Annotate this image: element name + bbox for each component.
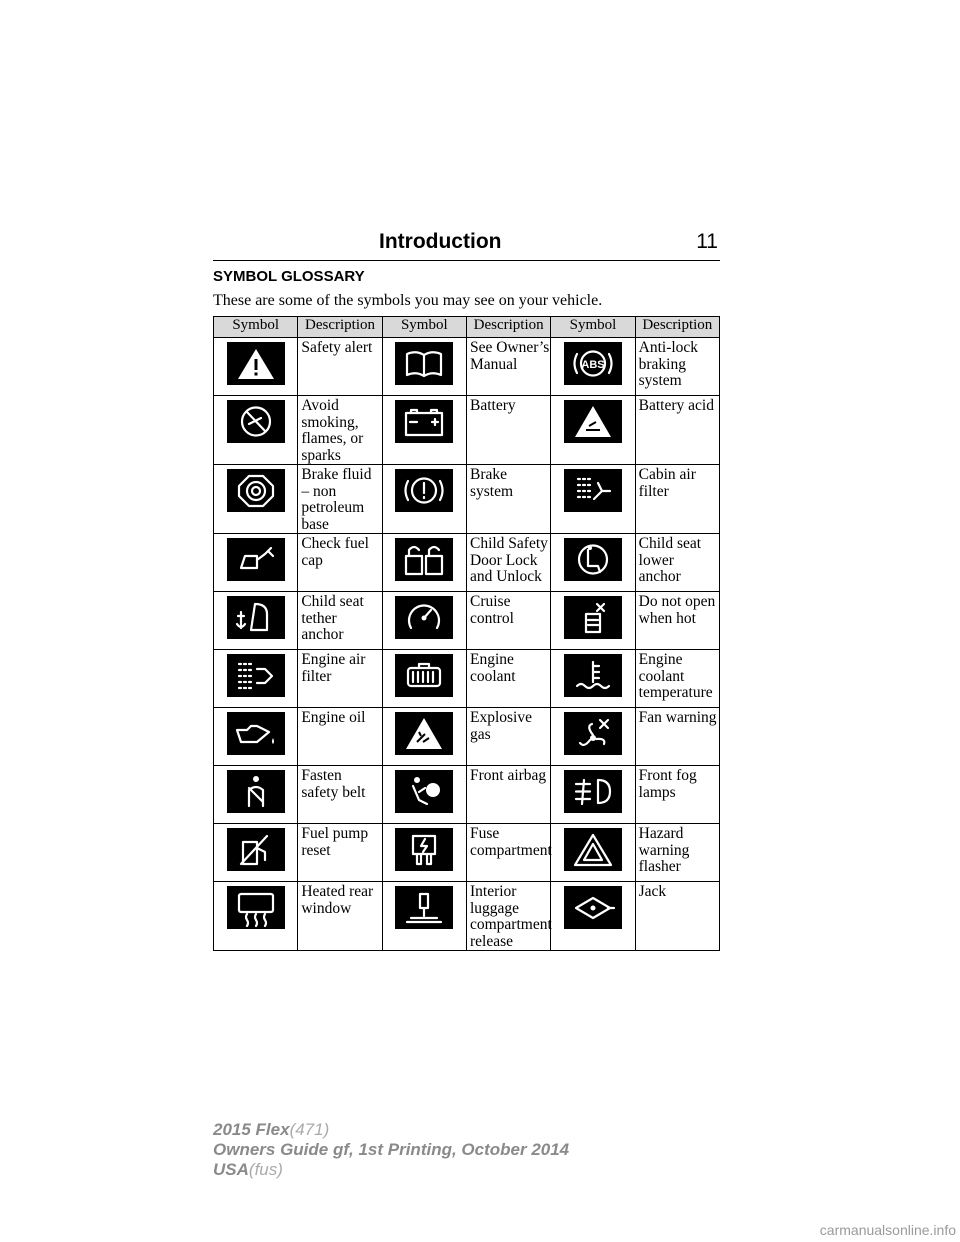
child-tether-icon: [227, 596, 285, 639]
child-seat-anchor-icon: [564, 538, 622, 581]
child-lock-icon: [395, 538, 453, 581]
battery-acid-icon: [564, 400, 622, 443]
table-row: [214, 882, 720, 951]
symbol-cell: [551, 338, 635, 396]
fuse-icon: [395, 828, 453, 871]
fuel-pump-reset-icon: [227, 828, 285, 871]
table-row: [214, 465, 720, 534]
trunk-release-icon: [395, 886, 453, 929]
print-footer: [213, 1120, 569, 1180]
symbol-cell: [382, 824, 466, 882]
description-cell: Avoid smoking, flames, or sparks: [298, 396, 382, 465]
description-cell: Fuse compartment: [466, 824, 550, 882]
engine-oil-icon: [227, 712, 285, 755]
symbol-cell: [382, 650, 466, 708]
description-cell: Brake fluid – non petroleum base: [298, 465, 382, 534]
table-row: [214, 824, 720, 882]
column-header: Symbol: [382, 317, 466, 338]
description-cell: Check fuel cap: [298, 534, 382, 592]
svg-text:ABS: ABS: [581, 359, 605, 371]
description-cell: Fuel pump reset: [298, 824, 382, 882]
table-row: [214, 534, 720, 592]
symbol-cell: [551, 650, 635, 708]
symbol-cell: [214, 882, 298, 951]
description-cell: Safety alert: [298, 338, 382, 396]
engine-air-filter-icon: [227, 654, 285, 697]
cruise-control-icon: [395, 596, 453, 639]
engine-coolant-icon: [395, 654, 453, 697]
symbol-cell: [382, 396, 466, 465]
symbol-cell: [382, 465, 466, 534]
description-cell: Interior luggage compartment release: [466, 882, 550, 951]
explosive-gas-icon: [395, 712, 453, 755]
table-header-row: [214, 317, 720, 338]
description-cell: Hazard warning flasher: [635, 824, 719, 882]
symbol-cell: [214, 708, 298, 766]
description-cell: Heated rear window: [298, 882, 382, 951]
symbol-cell: [214, 592, 298, 650]
owners-manual-icon: [395, 342, 453, 385]
rear-defrost-icon: [227, 886, 285, 929]
symbol-glossary-table: [213, 316, 720, 951]
symbol-cell: [382, 766, 466, 824]
no-smoking-icon: [227, 400, 285, 443]
printing-info: Owners Guide gf, 1st Printing, October 2014: [213, 1140, 570, 1159]
description-cell: Do not open when hot: [635, 592, 719, 650]
description-cell: Jack: [635, 882, 719, 951]
safety-alert-icon: [227, 342, 285, 385]
market-name: USA: [213, 1160, 249, 1179]
symbol-cell: [382, 708, 466, 766]
symbol-cell: [551, 592, 635, 650]
airbag-icon: [395, 770, 453, 813]
symbol-cell: [382, 534, 466, 592]
coolant-temperature-icon: [564, 654, 622, 697]
description-cell: See Owner’s Manual: [466, 338, 550, 396]
section-title: SYMBOL GLOSSARY: [213, 268, 365, 285]
model-code: (471): [289, 1120, 330, 1139]
seat-belt-icon: [227, 770, 285, 813]
table-row: [214, 708, 720, 766]
column-header: Description: [298, 317, 382, 338]
symbol-cell: [551, 396, 635, 465]
do-not-open-hot-icon: [564, 596, 622, 639]
page-number: 11: [696, 230, 718, 253]
market-code: (fus): [248, 1160, 283, 1179]
column-header: Description: [466, 317, 550, 338]
fuel-cap-icon: [227, 538, 285, 581]
watermark: carmanualsonline.info: [819, 1222, 956, 1238]
symbol-cell: [551, 708, 635, 766]
column-header: Symbol: [214, 317, 298, 338]
description-cell: Cruise control: [466, 592, 550, 650]
table-row: [214, 650, 720, 708]
description-cell: Engine oil: [298, 708, 382, 766]
description-cell: Front airbag: [466, 766, 550, 824]
symbol-cell: [382, 592, 466, 650]
model-name: 2015 Flex: [213, 1120, 290, 1139]
cabin-air-filter-icon: [564, 469, 622, 512]
symbol-cell: [214, 338, 298, 396]
brake-system-icon: [395, 469, 453, 512]
description-cell: Cabin air filter: [635, 465, 719, 534]
description-cell: Child seat lower anchor: [635, 534, 719, 592]
symbol-cell: [214, 766, 298, 824]
description-cell: Engine air filter: [298, 650, 382, 708]
symbol-cell: [214, 650, 298, 708]
description-cell: Child Safety Door Lock and Unlock: [466, 534, 550, 592]
symbol-cell: [551, 465, 635, 534]
abs-icon: [564, 342, 622, 385]
description-cell: Front fog lamps: [635, 766, 719, 824]
symbol-cell: [214, 465, 298, 534]
description-cell: Fan warning: [635, 708, 719, 766]
battery-icon: [395, 400, 453, 443]
table-row: [214, 396, 720, 465]
description-cell: Child seat tether anchor: [298, 592, 382, 650]
fog-lamp-icon: [564, 770, 622, 813]
description-cell: Explosive gas: [466, 708, 550, 766]
description-cell: Engine coolant temperature: [635, 650, 719, 708]
symbol-cell: [551, 534, 635, 592]
symbol-cell: [214, 534, 298, 592]
description-cell: Fasten safety belt: [298, 766, 382, 824]
description-cell: Anti-lock braking system: [635, 338, 719, 396]
symbol-cell: [382, 882, 466, 951]
table-row: [214, 338, 720, 396]
symbol-cell: [551, 824, 635, 882]
brake-fluid-icon: [227, 469, 285, 512]
symbol-cell: [214, 824, 298, 882]
fan-warning-icon: [564, 712, 622, 755]
column-header: Symbol: [551, 317, 635, 338]
description-cell: Engine coolant: [466, 650, 550, 708]
description-cell: Brake system: [466, 465, 550, 534]
symbol-cell: [382, 338, 466, 396]
description-cell: Battery acid: [635, 396, 719, 465]
section-intro: These are some of the symbols you may see on your vehicle.: [213, 292, 603, 309]
symbol-cell: [551, 882, 635, 951]
jack-icon: [564, 886, 622, 929]
description-cell: Battery: [466, 396, 550, 465]
symbol-cell: [214, 396, 298, 465]
column-header: Description: [635, 317, 719, 338]
symbol-cell: [551, 766, 635, 824]
hazard-icon: [564, 828, 622, 871]
table-row: [214, 592, 720, 650]
page-header: [213, 230, 720, 261]
table-row: [214, 766, 720, 824]
chapter-title: Introduction: [379, 230, 502, 253]
